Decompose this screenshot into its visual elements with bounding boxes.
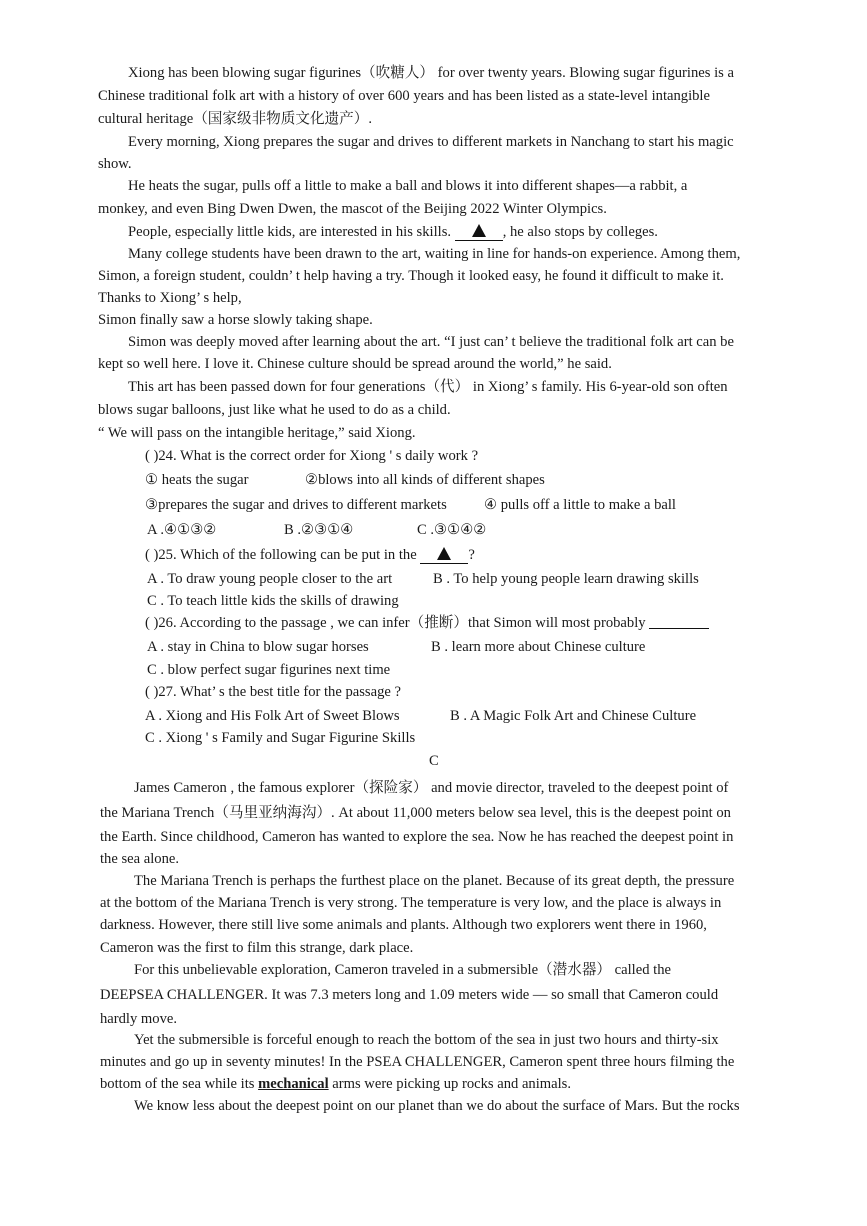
keyword-mechanical: mechanical [258, 1076, 329, 1092]
passage-b-line-3: cultural heritage（国家级非物质文化遗产）. [98, 111, 372, 127]
section-label-c: C [429, 753, 439, 769]
passage-c-line-14 [100, 1073, 571, 1096]
q24-item-1: ① heats the sugar [145, 472, 249, 488]
q24-item-4: ④ pulls off a little to make a ball [484, 497, 676, 513]
passage-c-line-14-end: arms were picking up rocks and animals. [332, 1076, 571, 1092]
passage-c-line-6: at the bottom of the Mariana Trench is very strong. The temperature is very low, and the place is always in [100, 895, 722, 911]
passage-c-line-12: Yet the submersible is forceful enough to reach the bottom of the sea in just two hours and thirty-six [134, 1032, 719, 1048]
passage-c-line-13: minutes and go up in seventy minutes! In the PSEA CHALLENGER, Cameron spent three hours filming the [100, 1054, 735, 1070]
q24-option-b: B .②③①④ [284, 522, 354, 538]
q27-stem: ( )27. What’ s the best title for the passage ? [145, 684, 401, 700]
q26-option-a: A . stay in China to blow sugar horses [147, 639, 369, 655]
passage-b-line-7: monkey, and even Bing Dwen Dwen, the mascot of the Beijing 2022 Winter Olympics. [98, 201, 607, 217]
passage-b-line-4: Every morning, Xiong prepares the sugar and drives to different markets in Nanchang to start his magic [128, 134, 734, 150]
passage-c-line-4: the sea alone. [100, 851, 180, 867]
passage-b-line-2: Chinese traditional folk art with a history of over 600 years and has been listed as a state-level intangible [98, 88, 710, 104]
passage-b-line-14: kept so well here. I love it. Chinese culture should be spread around the world,” he said. [98, 356, 612, 372]
q26-option-b: B . learn more about Chinese culture [431, 639, 646, 655]
passage-c-line-7: darkness. However, there still live some animals and plants. Although two explorers went there in 1960, [100, 917, 707, 933]
q25-stem [145, 544, 475, 567]
q25-stem-start: ( )25. Which of the following can be put in the [145, 547, 417, 563]
q24-item-3: ③prepares the sugar and drives to different markets [145, 497, 447, 513]
q24-option-c: C .③①④② [417, 522, 487, 538]
passage-c-line-14-start: bottom of the sea while its [100, 1076, 255, 1092]
passage-c-line-10: DEEPSEA CHALLENGER. It was 7.3 meters long and 1.09 meters wide — so small that Cameron could [100, 987, 719, 1003]
q25-triangle-blank [420, 547, 468, 564]
q27-option-a: A . Xiong and His Folk Art of Sweet Blows [145, 708, 400, 724]
q25-stem-end: ? [468, 547, 475, 563]
q25-option-b: B . To help young people learn drawing skills [433, 571, 699, 587]
passage-b-line-8-start: People, especially little kids, are interested in his skills. [128, 224, 452, 240]
q27-option-c: C . Xiong ' s Family and Sugar Figurine Skills [145, 730, 416, 746]
passage-b-line-8-end: , he also stops by colleges. [502, 224, 658, 240]
passage-c-line-5: The Mariana Trench is perhaps the furthest place on the planet. Because of its great depth, the pressure [134, 873, 735, 889]
q27-option-b: B . A Magic Folk Art and Chinese Culture [450, 708, 697, 724]
passage-b-line-16: blows sugar balloons, just like what he used to do as a child. [98, 402, 451, 418]
passage-b-line-13: Simon was deeply moved after learning about the art. “I just can’ t believe the traditional folk art can be [128, 334, 734, 350]
passage-c-line-2: the Mariana Trench（马里亚纳海沟）. At about 11,000 meters below sea level, this is the deepest point on [100, 805, 731, 821]
q24-item-2: ②blows into all kinds of different shapes [305, 472, 545, 488]
passage-b-line-10: Simon, a foreign student, couldn’ t help having a try. Though it looked easy, he found it difficult to make it. [98, 268, 724, 284]
passage-c-line-3: the Earth. Since childhood, Cameron has wanted to explore the sea. Now he has reached the deepest point in [100, 829, 734, 845]
q25-option-a: A . To draw young people closer to the art [147, 571, 393, 587]
passage-b-line-6: He heats the sugar, pulls off a little to make a ball and blows it into different shapes—a rabbit, a [128, 178, 688, 194]
triangle-icon [437, 547, 451, 560]
passage-b-line-9: Many college students have been drawn to the art, waiting in line for hands-on experience. Among them, [128, 246, 741, 262]
passage-b-line-15: This art has been passed down for four generations（代） in Xiong’ s family. His 6-year-old son often [128, 379, 728, 395]
q26-stem [145, 612, 709, 635]
q25-option-c: C . To teach little kids the skills of drawing [147, 593, 399, 609]
triangle-icon [472, 224, 486, 237]
passage-c-line-11: hardly move. [100, 1011, 178, 1027]
q26-option-c: C . blow perfect sugar figurines next time [147, 662, 391, 678]
answer-blank-triangle [455, 224, 503, 241]
passage-c-line-1: James Cameron , the famous explorer（探险家） and movie director, traveled to the deepest point of [134, 780, 729, 796]
passage-c-line-9: For this unbelievable exploration, Cameron traveled in a submersible（潜水器） called the [134, 962, 671, 978]
passage-b-line-5: show. [98, 156, 132, 172]
q24-option-a: A .④①③② [147, 522, 217, 538]
q26-stem-text: ( )26. According to the passage , we can infer（推断）that Simon will most probably [145, 615, 646, 631]
passage-b-line-8 [128, 221, 658, 244]
passage-b-line-12: Simon finally saw a horse slowly taking shape. [98, 312, 373, 328]
passage-b-line-17: “ We will pass on the intangible heritage,” said Xiong. [98, 425, 416, 441]
q24-stem: ( )24. What is the correct order for Xiong ' s daily work ? [145, 448, 479, 464]
q26-answer-blank [649, 614, 709, 629]
passage-b-line-11: Thanks to Xiong’ s help, [98, 290, 242, 306]
passage-c-line-8: Cameron was the first to film this strange, dark place. [100, 940, 414, 956]
passage-b-line-1: Xiong has been blowing sugar figurines（吹糖人） for over twenty years. Blowing sugar figurines is a [128, 65, 734, 81]
passage-c-line-15: We know less about the deepest point on our planet than we do about the surface of Mars. But the rocks [134, 1098, 740, 1114]
